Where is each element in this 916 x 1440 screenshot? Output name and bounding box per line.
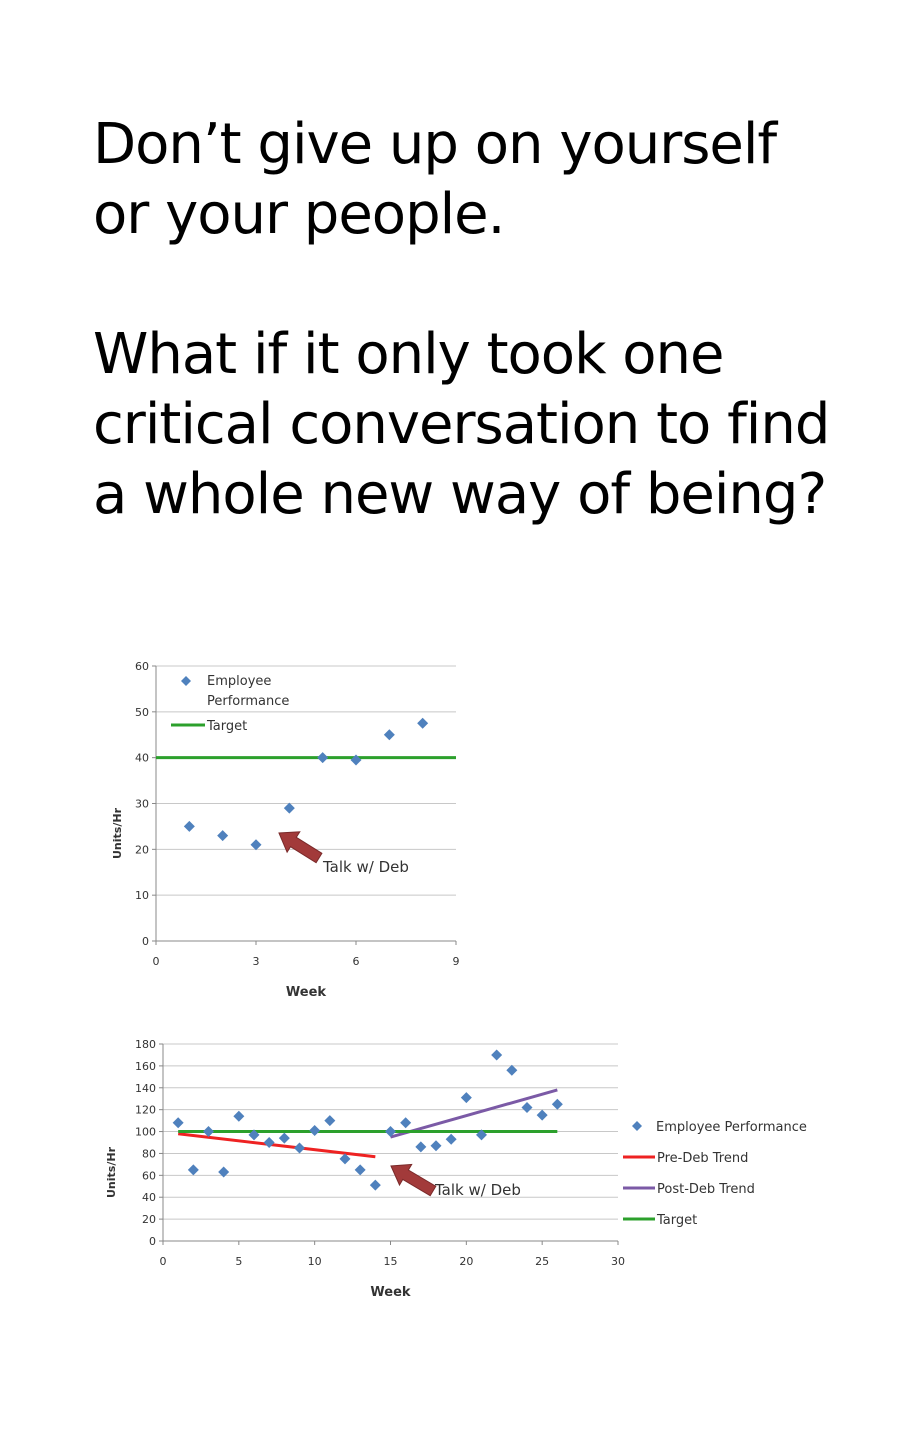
x-axis-title: Week bbox=[285, 985, 327, 1000]
legend-performance-label: Performance bbox=[207, 694, 290, 709]
data-point bbox=[264, 1137, 275, 1148]
y-axis-title: Units/Hr bbox=[105, 1147, 118, 1198]
data-point bbox=[233, 1111, 244, 1122]
legend-target-label: Target bbox=[207, 719, 248, 734]
y-tick-label: 160 bbox=[135, 1059, 156, 1073]
y-tick-label: 100 bbox=[135, 1125, 156, 1139]
y-tick-label: 120 bbox=[135, 1103, 156, 1117]
y-tick-label: 50 bbox=[135, 705, 149, 719]
x-tick-label: 9 bbox=[452, 955, 460, 968]
post-deb-trend-line bbox=[391, 1090, 558, 1137]
legend-pre-deb-label: Pre-Deb Trend bbox=[657, 1151, 749, 1166]
chart-week-1-to-26 bbox=[105, 1038, 807, 1300]
y-tick-label: 140 bbox=[135, 1081, 156, 1095]
x-tick-label: 15 bbox=[383, 1255, 398, 1268]
data-point bbox=[279, 1133, 290, 1144]
y-tick-label: 10 bbox=[135, 889, 149, 903]
headline-line-4: critical conversation to find bbox=[93, 392, 830, 457]
x-tick-label: 10 bbox=[307, 1255, 322, 1268]
data-point bbox=[417, 718, 428, 729]
x-tick-label: 25 bbox=[535, 1255, 550, 1268]
x-tick-label: 6 bbox=[352, 955, 360, 968]
data-point bbox=[431, 1140, 442, 1151]
x-tick-label: 30 bbox=[611, 1255, 625, 1268]
legend-performance-label: Employee bbox=[207, 674, 272, 689]
data-point bbox=[294, 1142, 305, 1153]
y-tick-label: 40 bbox=[142, 1191, 156, 1205]
data-point bbox=[537, 1110, 548, 1121]
y-tick-label: 0 bbox=[142, 935, 149, 948]
x-axis-title: Week bbox=[370, 1285, 411, 1300]
data-point bbox=[491, 1049, 502, 1060]
data-point bbox=[415, 1141, 426, 1152]
y-tick-label: 20 bbox=[142, 1213, 156, 1227]
annotation-arrow bbox=[279, 832, 322, 863]
annotation-arrow bbox=[391, 1164, 436, 1195]
data-point bbox=[370, 1180, 381, 1191]
data-point bbox=[355, 1164, 366, 1175]
data-point bbox=[173, 1117, 184, 1128]
headline-line-1: Don’t give up on yourself bbox=[93, 112, 777, 177]
y-axis-title: Units/Hr bbox=[111, 808, 124, 859]
legend-post-deb-label: Post-Deb Trend bbox=[657, 1182, 755, 1197]
x-tick-label: 5 bbox=[235, 1255, 243, 1268]
y-tick-label: 60 bbox=[142, 1169, 156, 1183]
x-tick-label: 20 bbox=[459, 1255, 474, 1268]
data-point bbox=[284, 803, 295, 814]
x-tick-label: 3 bbox=[252, 955, 260, 968]
data-point bbox=[461, 1092, 472, 1103]
data-point bbox=[251, 839, 262, 850]
y-tick-label: 60 bbox=[135, 660, 149, 673]
data-point bbox=[188, 1164, 199, 1175]
y-tick-label: 180 bbox=[135, 1038, 156, 1051]
data-point bbox=[317, 752, 328, 763]
annotation-label: Talk w/ Deb bbox=[323, 858, 409, 876]
data-point bbox=[324, 1115, 335, 1126]
headline-line-5: a whole new way of being? bbox=[93, 462, 827, 527]
y-tick-label: 40 bbox=[135, 751, 149, 765]
data-point bbox=[217, 830, 228, 841]
legend-target-label: Target bbox=[657, 1213, 698, 1228]
data-point bbox=[351, 754, 362, 765]
y-tick-label: 0 bbox=[149, 1235, 156, 1248]
y-tick-label: 80 bbox=[142, 1147, 156, 1161]
data-point bbox=[309, 1125, 320, 1136]
legend-performance-marker bbox=[181, 676, 191, 686]
data-point bbox=[552, 1099, 563, 1110]
annotation-label: Talk w/ Deb bbox=[435, 1181, 521, 1199]
data-point bbox=[384, 729, 395, 740]
data-point bbox=[400, 1117, 411, 1128]
y-tick-label: 20 bbox=[135, 843, 149, 857]
x-tick-label: 0 bbox=[159, 1255, 167, 1268]
legend-performance-marker bbox=[632, 1121, 642, 1131]
data-point bbox=[184, 821, 195, 832]
x-tick-label: 0 bbox=[152, 955, 160, 968]
data-point bbox=[218, 1167, 229, 1178]
headline-line-2: or your people. bbox=[93, 182, 505, 247]
y-tick-label: 30 bbox=[135, 797, 149, 811]
legend-performance-label: Employee Performance bbox=[656, 1120, 807, 1135]
chart-week-1-to-8 bbox=[111, 660, 460, 1000]
data-point bbox=[506, 1065, 517, 1076]
headline-line-3: What if it only took one bbox=[93, 322, 724, 387]
data-point bbox=[522, 1102, 533, 1113]
data-point bbox=[446, 1134, 457, 1145]
